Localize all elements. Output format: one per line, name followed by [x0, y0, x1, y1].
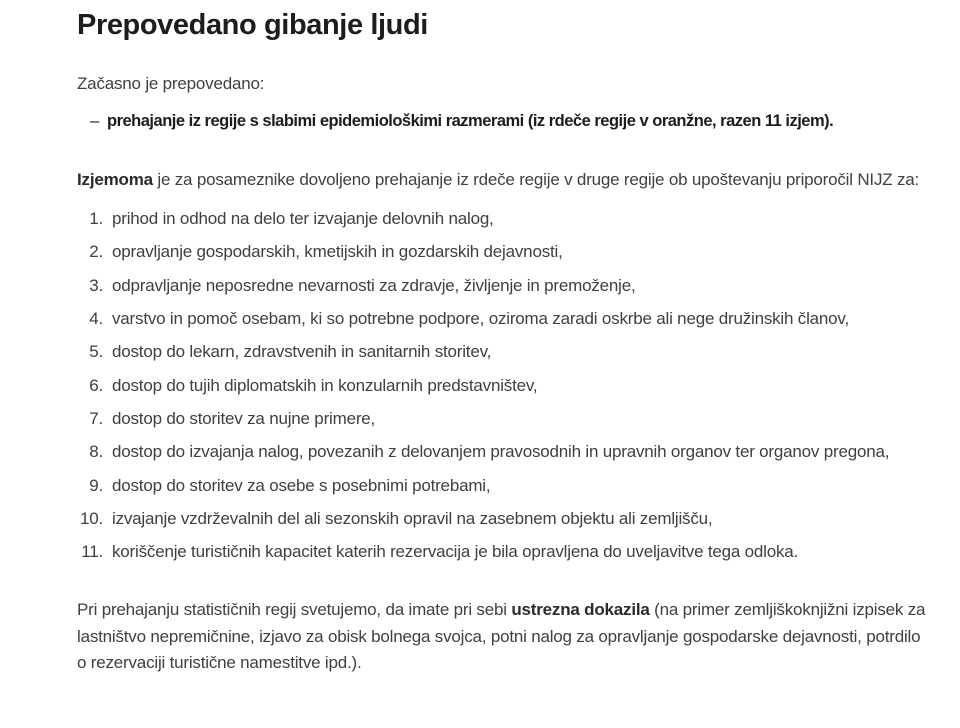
exception-text: dostop do storitev za nujne primere,	[112, 408, 376, 428]
exception-list-item	[77, 506, 932, 532]
advice-text-start: Pri prehajanju statističnih regij svetujemo, da imate pri sebi	[77, 599, 512, 619]
exception-number: 4.	[89, 308, 103, 328]
exception-text: dostop do tujih diplomatskih in konzularnih predstavništev,	[112, 375, 538, 395]
exceptions-list	[77, 206, 932, 566]
exception-number: 11.	[81, 542, 103, 562]
exception-number: 5.	[89, 342, 103, 362]
exception-list-item	[77, 373, 932, 399]
exception-number: 1.	[89, 208, 103, 228]
exception-list-item	[77, 339, 932, 365]
page-title: Prepovedano gibanje ljudi	[77, 9, 428, 41]
exception-number: 8.	[89, 442, 103, 462]
advice-paragraph	[77, 597, 932, 678]
prohibition-list-item	[77, 109, 932, 134]
exception-number: 9.	[89, 475, 103, 495]
advice-text-bold: ustrezna dokazila	[511, 599, 650, 619]
exception-intro	[77, 167, 932, 194]
dash-bullet: –	[90, 112, 99, 131]
prohibition-text: prehajanje iz regije s slabimi epidemiološkimi razmerami (iz rdeče regije v oranžne, razen 11 izjem).	[107, 112, 834, 131]
exception-list-item	[77, 239, 932, 265]
exception-number: 6.	[89, 375, 103, 395]
exception-list-item	[77, 273, 932, 299]
exception-text: dostop do lekarn, zdravstvenih in sanitarnih storitev,	[112, 342, 492, 362]
exception-list-item	[77, 206, 932, 232]
exception-text: prihod in odhod na delo ter izvajanje delovnih nalog,	[112, 208, 494, 228]
exception-text: dostop do izvajanja nalog, povezanih z delovanjem pravosodnih in upravnih organov ter organov pregona,	[112, 442, 890, 462]
exception-list-item	[77, 473, 932, 499]
exception-text: koriščenje turističnih kapacitet katerih rezervacija je bila opravljena do uveljavitve tega odloka.	[112, 542, 799, 562]
exception-list-item	[77, 406, 932, 432]
exception-text: dostop do storitev za osebe s posebnimi potrebami,	[112, 475, 491, 495]
exception-number: 10.	[79, 509, 103, 528]
exception-number: 2.	[89, 242, 103, 262]
exception-text: odpravljanje neposredne nevarnosti za zdravje, življenje in premoženje,	[112, 275, 636, 295]
exception-intro-rest: je za posameznike dovoljeno prehajanje iz rdeče regije v druge regije ob upoštevanju priporočil NIJZ za:	[152, 170, 920, 190]
exception-text: opravljanje gospodarskih, kmetijskih in gozdarskih dejavnosti,	[112, 242, 563, 262]
exception-text: varstvo in pomoč osebam, ki so potrebne podpore, oziroma zaradi oskrbe ali nege družinskih članov,	[112, 308, 849, 328]
advice-text-end: (na primer zemljiškoknjižni izpisek za lastništvo nepremičnine, izjavo za obisk bolnega svojca, potni nalog za opravljanje gospodarske dejavnosti, potrdilo o rezervaciji turistične namestitve ipd.).	[77, 599, 926, 673]
exception-list-item	[77, 539, 932, 565]
exception-list-item	[77, 439, 932, 465]
intro-text: Začasno je prepovedano:	[77, 73, 265, 93]
exception-number: 7.	[89, 408, 103, 428]
exception-list-item	[77, 306, 932, 332]
exception-text: izvajanje vzdrževalnih del ali sezonskih opravil na zasebnem objektu ali zemljišču,	[112, 509, 713, 528]
exception-number: 3.	[89, 275, 103, 295]
exception-intro-bold: Izjemoma	[77, 170, 153, 190]
